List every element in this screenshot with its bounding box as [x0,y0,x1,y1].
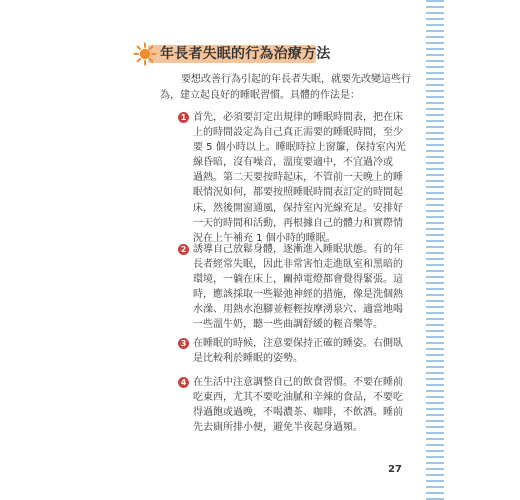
item-text [193,242,415,333]
intro-line: 要想改善行為引起的年長者失眠，就要先改變這些行 [181,74,411,85]
item-line: 況在上午補充 1 個小時的睡眠。 [193,232,336,244]
number-badge: 4 [178,377,189,388]
item-line: 要 5 個小時以上。睡眠時拉上窗簾，保持室內光 [193,142,406,154]
item-line: 過熱。第二天要按時起床，不管前一天晚上的睡 [193,172,403,184]
number-badge: 1 [178,112,189,123]
item-line: 長者經常失眠，因此非常害怕走進臥室和黑暗的 [193,259,403,271]
item-line: 床，然後開窗通風，保持室內光線充足。安排好 [193,202,403,214]
item-line: 得過飽或過晚，不喝濃茶、咖啡，不飲酒。睡前 [193,407,403,419]
page-edge-stripe [426,0,444,500]
item-line: 吃東西，尤其不要吃油膩和辛辣的食品，不要吃 [193,392,403,404]
number-badge: 3 [178,338,189,349]
item-line: 在生活中注意調整自己的飲食習慣。不要在睡前 [193,377,403,388]
sun-icon [133,42,157,66]
item-line: 先去廁所排小便，避免半夜起身過頻。 [193,422,363,434]
item-text [193,336,415,366]
item-line: 一天的時間和活動，再根據自己的體力和實際情 [193,217,403,229]
item-line: 首先，必須要訂定出規律的睡眠時間表，把在床 [193,112,403,123]
item-line: 一些溫牛奶，聽一些曲調舒緩的輕音樂等。 [193,319,383,331]
item-line: 上的時間設定為自己真正需要的睡眠時間，至少 [193,127,403,139]
item-line: 誘導自己放鬆身體，逐漸進入睡眠狀態。有的年 [193,244,403,255]
item-line: 在睡眠的時候，注意要保持正確的睡姿。右側臥 [193,338,403,349]
item-line: 環境，一躺在床上，關掉電燈都會覺得緊張。這 [193,274,403,286]
section-title: 年長者失眠的行為治療方法 [160,46,331,62]
item-text [193,110,415,246]
item-line: 眠情況如何，都要按照睡眠時間表訂定的時間起 [193,187,403,199]
page-number: 27 [388,464,402,475]
item-line: 線昏暗，沒有噪音，溫度要適中，不宜過冷或 [193,157,393,169]
item-text [193,375,415,435]
item-line: 是比較利於睡眠的姿勢。 [193,353,303,365]
item-line: 時，應該採取一些鬆弛神經的措施，像是洗個熱 [193,289,403,301]
intro-line: 為，建立起良好的睡眠習慣。具體的作法是： [160,89,360,101]
item-line: 水澡、用熱水泡腳並輕輕按摩湧泉穴、適當地喝 [193,304,403,316]
intro-paragraph [160,72,411,103]
number-badge: 2 [178,244,189,255]
